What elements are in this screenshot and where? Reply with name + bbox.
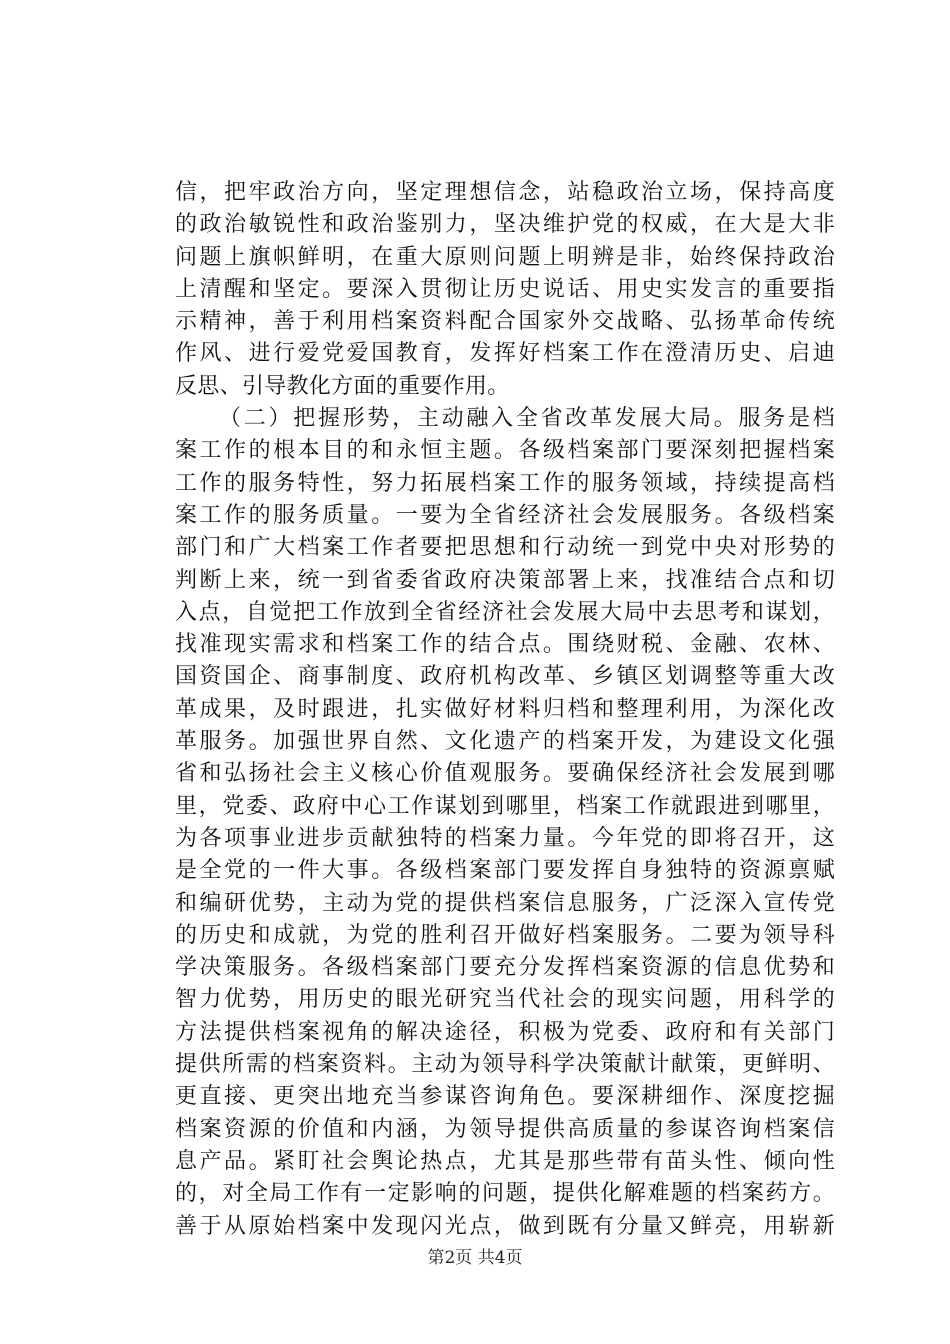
text-line: 善于从原始档案中发现闪光点，做到既有分量又鲜亮，用崭新 (175, 1213, 835, 1239)
text-line: 息产品。紧盯社会舆论热点，尤其是那些带有苗头性、倾向性 (175, 1148, 835, 1174)
text-line: 找准现实需求和档案工作的结合点。围绕财税、金融、农林、 (175, 632, 835, 658)
text-line: 智力优势，用历史的眼光研究当代社会的现实问题，用科学的 (175, 987, 835, 1013)
text-line: 判断上来，统一到省委省政府决策部署上来，找准结合点和切 (175, 567, 835, 593)
text-line: 国资国企、商事制度、政府机构改革、乡镇区划调整等重大改 (175, 664, 835, 690)
text-line: 工作的服务特性，努力拓展档案工作的服务领域，持续提高档 (175, 470, 835, 496)
text-line: 革服务。加强世界自然、文化遗产的档案开发，为建设文化强 (175, 729, 835, 755)
text-line: 的，对全局工作有一定影响的问题，提供化解难题的档案药方。 (175, 1181, 835, 1207)
text-line: 革成果，及时跟进，扎实做好材料归档和整理利用，为深化改 (175, 696, 835, 722)
text-line: 的历史和成就，为党的胜利召开做好档案服务。二要为领导科 (175, 922, 835, 948)
text-line: 案工作的服务质量。一要为全省经济社会发展服务。各级档案 (175, 502, 835, 528)
text-line: 提供所需的档案资料。主动为领导科学决策献计献策，更鲜明、 (175, 1052, 835, 1078)
text-line: 部门和广大档案工作者要把思想和行动统一到党中央对形势的 (175, 535, 835, 561)
text-line: 学决策服务。各级档案部门要充分发挥档案资源的信息优势和 (175, 955, 835, 981)
text-line: 是全党的一件大事。各级档案部门要发挥自身独特的资源禀赋 (175, 858, 835, 884)
text-line: 反思、引导教化方面的重要作用。 (175, 373, 510, 399)
text-line: 的政治敏锐性和政治鉴别力，坚决维护党的权威，在大是大非 (175, 212, 835, 238)
text-line: 档案资源的价值和内涵，为领导提供高质量的参谋咨询档案信 (175, 1116, 835, 1142)
text-line: 更直接、更突出地充当参谋咨询角色。要深耕细作、深度挖掘 (175, 1084, 835, 1110)
text-line: 作风、进行爱党爱国教育，发挥好档案工作在澄清历史、启迪 (175, 341, 835, 367)
text-line: 信，把牢政治方向，坚定理想信念，站稳政治立场，保持高度 (175, 180, 835, 205)
text-line: 入点，自觉把工作放到全省经济社会发展大局中去思考和谋划， (175, 599, 835, 625)
text-line: 为各项事业进步贡献独特的档案力量。今年党的即将召开，这 (175, 825, 835, 851)
text-line: （二）把握形势，主动融入全省改革发展大局。服务是档 (219, 406, 835, 432)
text-line: 示精神，善于利用档案资料配合国家外交战略、弘扬革命传统 (175, 309, 835, 335)
text-line: 问题上旗帜鲜明，在重大原则问题上明辨是非，始终保持政治 (175, 244, 835, 270)
body-text (175, 177, 835, 1243)
text-line: 省和弘扬社会主义核心价值观服务。要确保经济社会发展到哪 (175, 761, 835, 787)
text-line: 和编研优势，主动为党的提供档案信息服务，广泛深入宣传党 (175, 890, 835, 916)
page-footer: 第2页 共4页 (427, 1248, 523, 1268)
paragraph (175, 177, 835, 403)
paragraph (175, 403, 835, 1243)
text-line: 里，党委、政府中心工作谋划到哪里，档案工作就跟进到哪里， (175, 793, 835, 819)
text-line: 案工作的根本目的和永恒主题。各级档案部门要深刻把握档案 (175, 438, 835, 464)
text-line: 方法提供档案视角的解决途径，积极为党委、政府和有关部门 (175, 1019, 835, 1045)
text-line: 上清醒和坚定。要深入贯彻让历史说话、用史实发言的重要指 (175, 276, 835, 302)
